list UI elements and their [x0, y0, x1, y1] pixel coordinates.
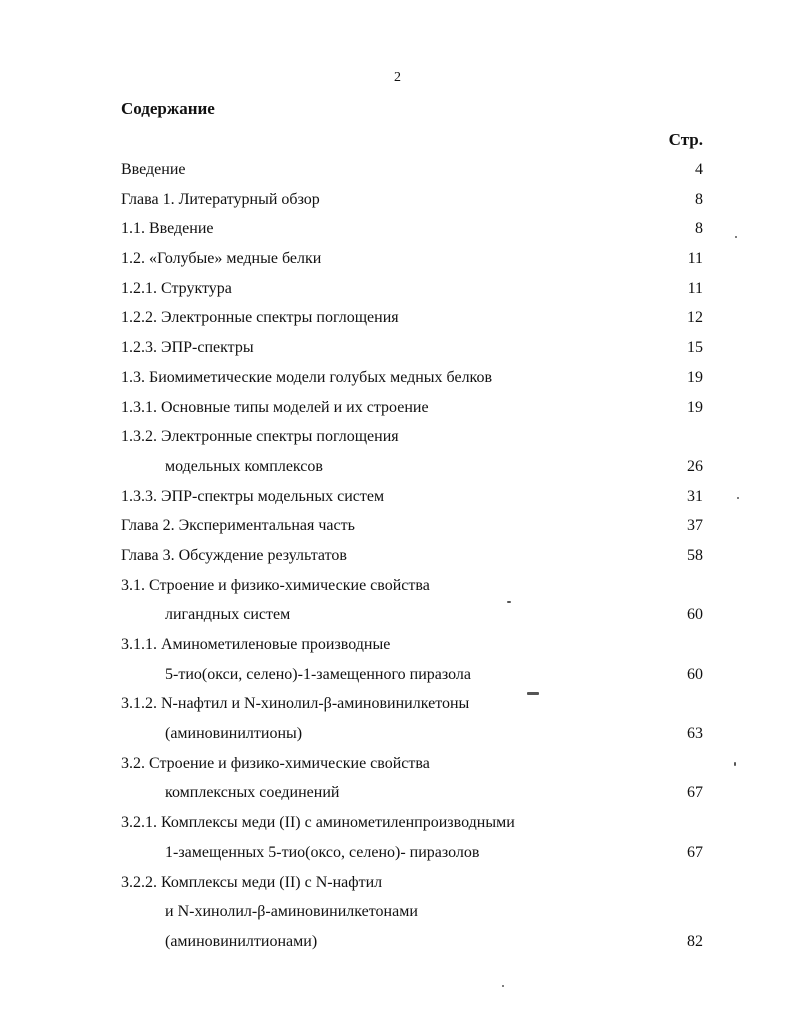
toc-entry [121, 185, 703, 215]
toc-entry-page: 67 [687, 843, 703, 861]
toc-entry-continuation [121, 660, 703, 690]
toc-entry-page: 8 [695, 190, 703, 208]
toc-entry-continuation [121, 600, 703, 630]
toc-entry-title: 1.3.2. Электронные спектры поглощения [121, 428, 399, 446]
toc-entry [121, 303, 703, 333]
toc-entry-title: Введение [121, 161, 186, 178]
toc-entry-title: 5-тио(окси, селено)-1-замещенного пиразола [165, 665, 471, 683]
toc-entry [121, 214, 703, 244]
toc-entry-title: (аминовинилтионами) [165, 932, 318, 950]
toc-entry-page: 8 [695, 220, 703, 238]
toc-entry-page: 37 [687, 517, 703, 535]
toc-entry [121, 363, 703, 393]
toc-entry-title: 1.2.2. Электронные спектры поглощения [121, 309, 399, 327]
toc-entry-title: 1.2. «Голубые» медные белки [121, 250, 322, 268]
toc-entry [121, 630, 703, 660]
toc-entry-title: 1.3. Биомиметические модели голубых медных белков [121, 368, 493, 386]
scan-speck [507, 601, 511, 603]
toc-entry [121, 274, 703, 304]
toc-entry-page: 12 [687, 309, 703, 327]
toc-entry-title: 3.2.1. Комплексы меди (II) с аминометиленпроизводными [121, 814, 515, 832]
toc-entry-title: модельных комплексов [165, 457, 323, 475]
toc-entry-page: 4 [695, 161, 703, 178]
page-title: Содержание [121, 99, 215, 118]
toc-entry-page: 11 [687, 279, 703, 297]
toc-entry-continuation [121, 927, 703, 957]
table-of-contents [121, 155, 703, 957]
toc-entry-page: 11 [687, 250, 703, 268]
toc-entry-title: лигандных систем [165, 606, 291, 624]
toc-entry-title: Глава 3. Обсуждение результатов [121, 546, 347, 564]
toc-entry-title: (аминовинилтионы) [165, 725, 303, 743]
toc-entry [121, 155, 703, 185]
page-number: 2 [394, 70, 401, 85]
toc-entry-continuation [121, 838, 703, 868]
toc-entry-page: 82 [687, 932, 703, 950]
toc-entry-continuation [121, 452, 703, 482]
toc-entry-page: 60 [687, 665, 703, 683]
toc-entry-title: комплексных соединений [165, 784, 340, 802]
toc-entry [121, 689, 703, 719]
toc-entry-continuation [121, 719, 703, 749]
toc-entry-page: 58 [687, 546, 703, 564]
toc-entry-title: 3.1.1. Аминометиленовые производные [121, 636, 391, 653]
toc-entry-title: 3.1. Строение и физико-химические свойства [121, 576, 430, 594]
scan-speck [737, 497, 739, 499]
toc-entry-title: 1.2.3. ЭПР-спектры [121, 339, 254, 357]
toc-entry-title: 1.3.1. Основные типы моделей и их строение [121, 398, 429, 416]
toc-entry [121, 393, 703, 423]
toc-entry-title: 1.1. Введение [121, 220, 214, 238]
toc-entry-page: 60 [687, 606, 703, 624]
toc-entry-page: 19 [687, 368, 703, 386]
toc-entry [121, 808, 703, 838]
scan-speck [502, 985, 504, 987]
toc-entry-title: Глава 1. Литературный обзор [121, 190, 320, 208]
toc-entry [121, 333, 703, 363]
scan-speck [735, 236, 737, 238]
toc-entry [121, 868, 703, 898]
toc-entry-title: и N-хинолил-β-аминовинилкетонами [165, 903, 418, 921]
toc-entry-title: 3.2. Строение и физико-химические свойства [121, 754, 430, 772]
toc-entry-title: 3.1.2. N-нафтил и N-хинолил-β-аминовинилкетоны [121, 695, 470, 713]
toc-entry-continuation [121, 897, 703, 927]
toc-entry-page: 63 [687, 725, 703, 743]
toc-entry [121, 571, 703, 601]
scan-speck [527, 692, 539, 695]
toc-entry-continuation [121, 778, 703, 808]
toc-entry [121, 482, 703, 512]
toc-entry [121, 422, 703, 452]
toc-entry-title: 1.3.3. ЭПР-спектры модельных систем [121, 487, 385, 505]
toc-entry-title: Глава 2. Экспериментальная часть [121, 517, 355, 535]
toc-entry-title: 1.2.1. Структура [121, 279, 232, 297]
toc-entry [121, 749, 703, 779]
toc-entry [121, 541, 703, 571]
toc-entry-page: 31 [687, 487, 703, 505]
toc-entry-title: 1-замещенных 5-тио(оксо, селено)- пиразолов [165, 843, 480, 861]
toc-entry-page: 67 [687, 784, 703, 802]
toc-entry [121, 511, 703, 541]
toc-entry-page: 26 [687, 457, 703, 475]
toc-entry-page: 15 [687, 339, 703, 357]
scan-speck [734, 762, 736, 766]
page-column-label: Стр. [668, 130, 703, 149]
toc-entry [121, 244, 703, 274]
toc-entry-title: 3.2.2. Комплексы меди (II) с N-нафтил [121, 873, 383, 891]
toc-entry-page: 19 [687, 398, 703, 416]
